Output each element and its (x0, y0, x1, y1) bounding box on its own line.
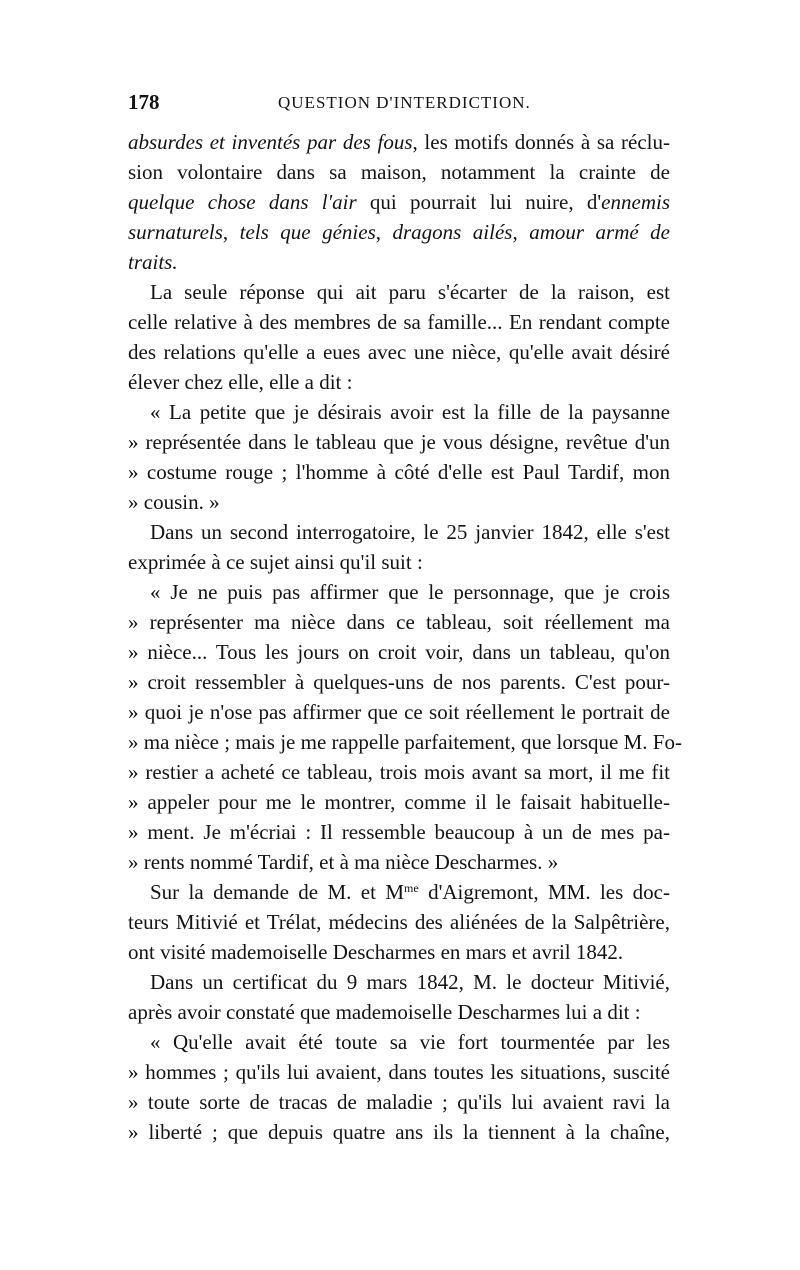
text-line (128, 187, 670, 219)
running-title: QUESTION D'INTERDICTION. (278, 93, 531, 112)
quote-line: » croit ressembler à quelques-uns de nos parents. C'est pour- (128, 670, 670, 694)
text-line: élever chez elle, elle a dit : (128, 370, 353, 394)
text-line (128, 127, 670, 159)
paragraph-start: La seule réponse qui ait paru s'écarter de la raison, est (150, 280, 670, 304)
quote-line: » quoi je n'ose pas affirmer que ce soit réellement le portrait de (128, 700, 670, 724)
text-span: , (512, 220, 530, 244)
quote-line: » cousin. » (128, 490, 220, 514)
italic-phrase: surnaturels (128, 220, 223, 244)
quote-line: » appeler pour me le montrer, comme il le faisait habituelle- (128, 790, 670, 814)
page-header (128, 90, 670, 120)
quote-line: « Je ne puis pas affirmer que le personnage, que je crois (150, 580, 670, 604)
quote-line: » représenter ma nièce dans ce tableau, soit réellement ma (128, 610, 670, 634)
italic-phrase: tels que génies (239, 220, 376, 244)
quote-line: » toute sorte de tracas de maladie ; qu'ils lui avaient ravi la (128, 1090, 670, 1114)
italic-phrase: quelque chose dans l'air (128, 190, 357, 214)
quote-line: « La petite que je désirais avoir est la fille de la paysanne (150, 400, 670, 424)
text-line: après avoir constaté que mademoiselle Descharmes lui a dit : (128, 1000, 641, 1024)
paragraph-start (150, 877, 670, 909)
text-span: , les motifs donnés à sa réclu- (412, 130, 670, 154)
text-span: , (375, 220, 393, 244)
text-line: teurs Mitivié et Trélat, médecins des aliénées de la Salpêtrière, (128, 910, 670, 934)
text-span: qui pourrait lui nuire, d' (356, 190, 602, 214)
quote-line: » hommes ; qu'ils lui avaient, dans toutes les situations, suscité (128, 1060, 670, 1084)
quote-line: » ma nièce ; mais je me rappelle parfaitement, que lorsque M. Fo- (128, 730, 682, 754)
text-line: ont visité mademoiselle Descharmes en mars et avril 1842. (128, 940, 624, 964)
paragraph-start: Dans un second interrogatoire, le 25 janvier 1842, elle s'est (150, 520, 670, 544)
italic-phrase: absurdes et inventés par des fous (128, 130, 413, 154)
superscript: me (404, 881, 419, 895)
quote-line: » ment. Je m'écriai : Il ressemble beaucoup à un de mes pa- (128, 820, 670, 844)
italic-phrase: dragons ailés (392, 220, 513, 244)
quote-line: » restier a acheté ce tableau, trois mois avant sa mort, il me fit (128, 760, 670, 784)
text-line: des relations qu'elle a eues avec une nièce, qu'elle avait désiré (128, 340, 670, 364)
paragraph-start: Dans un certificat du 9 mars 1842, M. le docteur Mitivié, (150, 970, 670, 994)
quote-line: » nièce... Tous les jours on croit voir, dans un tableau, qu'on (128, 640, 670, 664)
italic-phrase: amour armé de (529, 220, 671, 244)
text-line (128, 247, 670, 279)
text-span: , (222, 220, 240, 244)
text-line: exprimée à ce sujet ainsi qu'il suit : (128, 550, 423, 574)
text-span: d'Aigremont, MM. les doc- (418, 880, 670, 904)
quote-line: » représentée dans le tableau que je vous désigne, revêtue d'un (128, 430, 670, 454)
quote-line: » costume rouge ; l'homme à côté d'elle est Paul Tardif, mon (128, 460, 670, 484)
quote-line: » rents nommé Tardif, et à ma nièce Descharmes. » (128, 850, 559, 874)
quote-line: » liberté ; que depuis quatre ans ils la tiennent à la chaîne, (128, 1120, 670, 1144)
italic-phrase: traits. (128, 250, 178, 274)
text-line: celle relative à des membres de sa famille... En rendant compte (128, 310, 670, 334)
text-line (128, 217, 670, 249)
text-span: Sur la demande de M. et M (150, 880, 405, 904)
text-line: sion volontaire dans sa maison, notamment la crainte de (128, 160, 670, 184)
italic-phrase: ennemis (601, 190, 670, 214)
page-number: 178 (128, 90, 160, 114)
quote-line: « Qu'elle avait été toute sa vie fort tourmentée par les (150, 1030, 670, 1054)
